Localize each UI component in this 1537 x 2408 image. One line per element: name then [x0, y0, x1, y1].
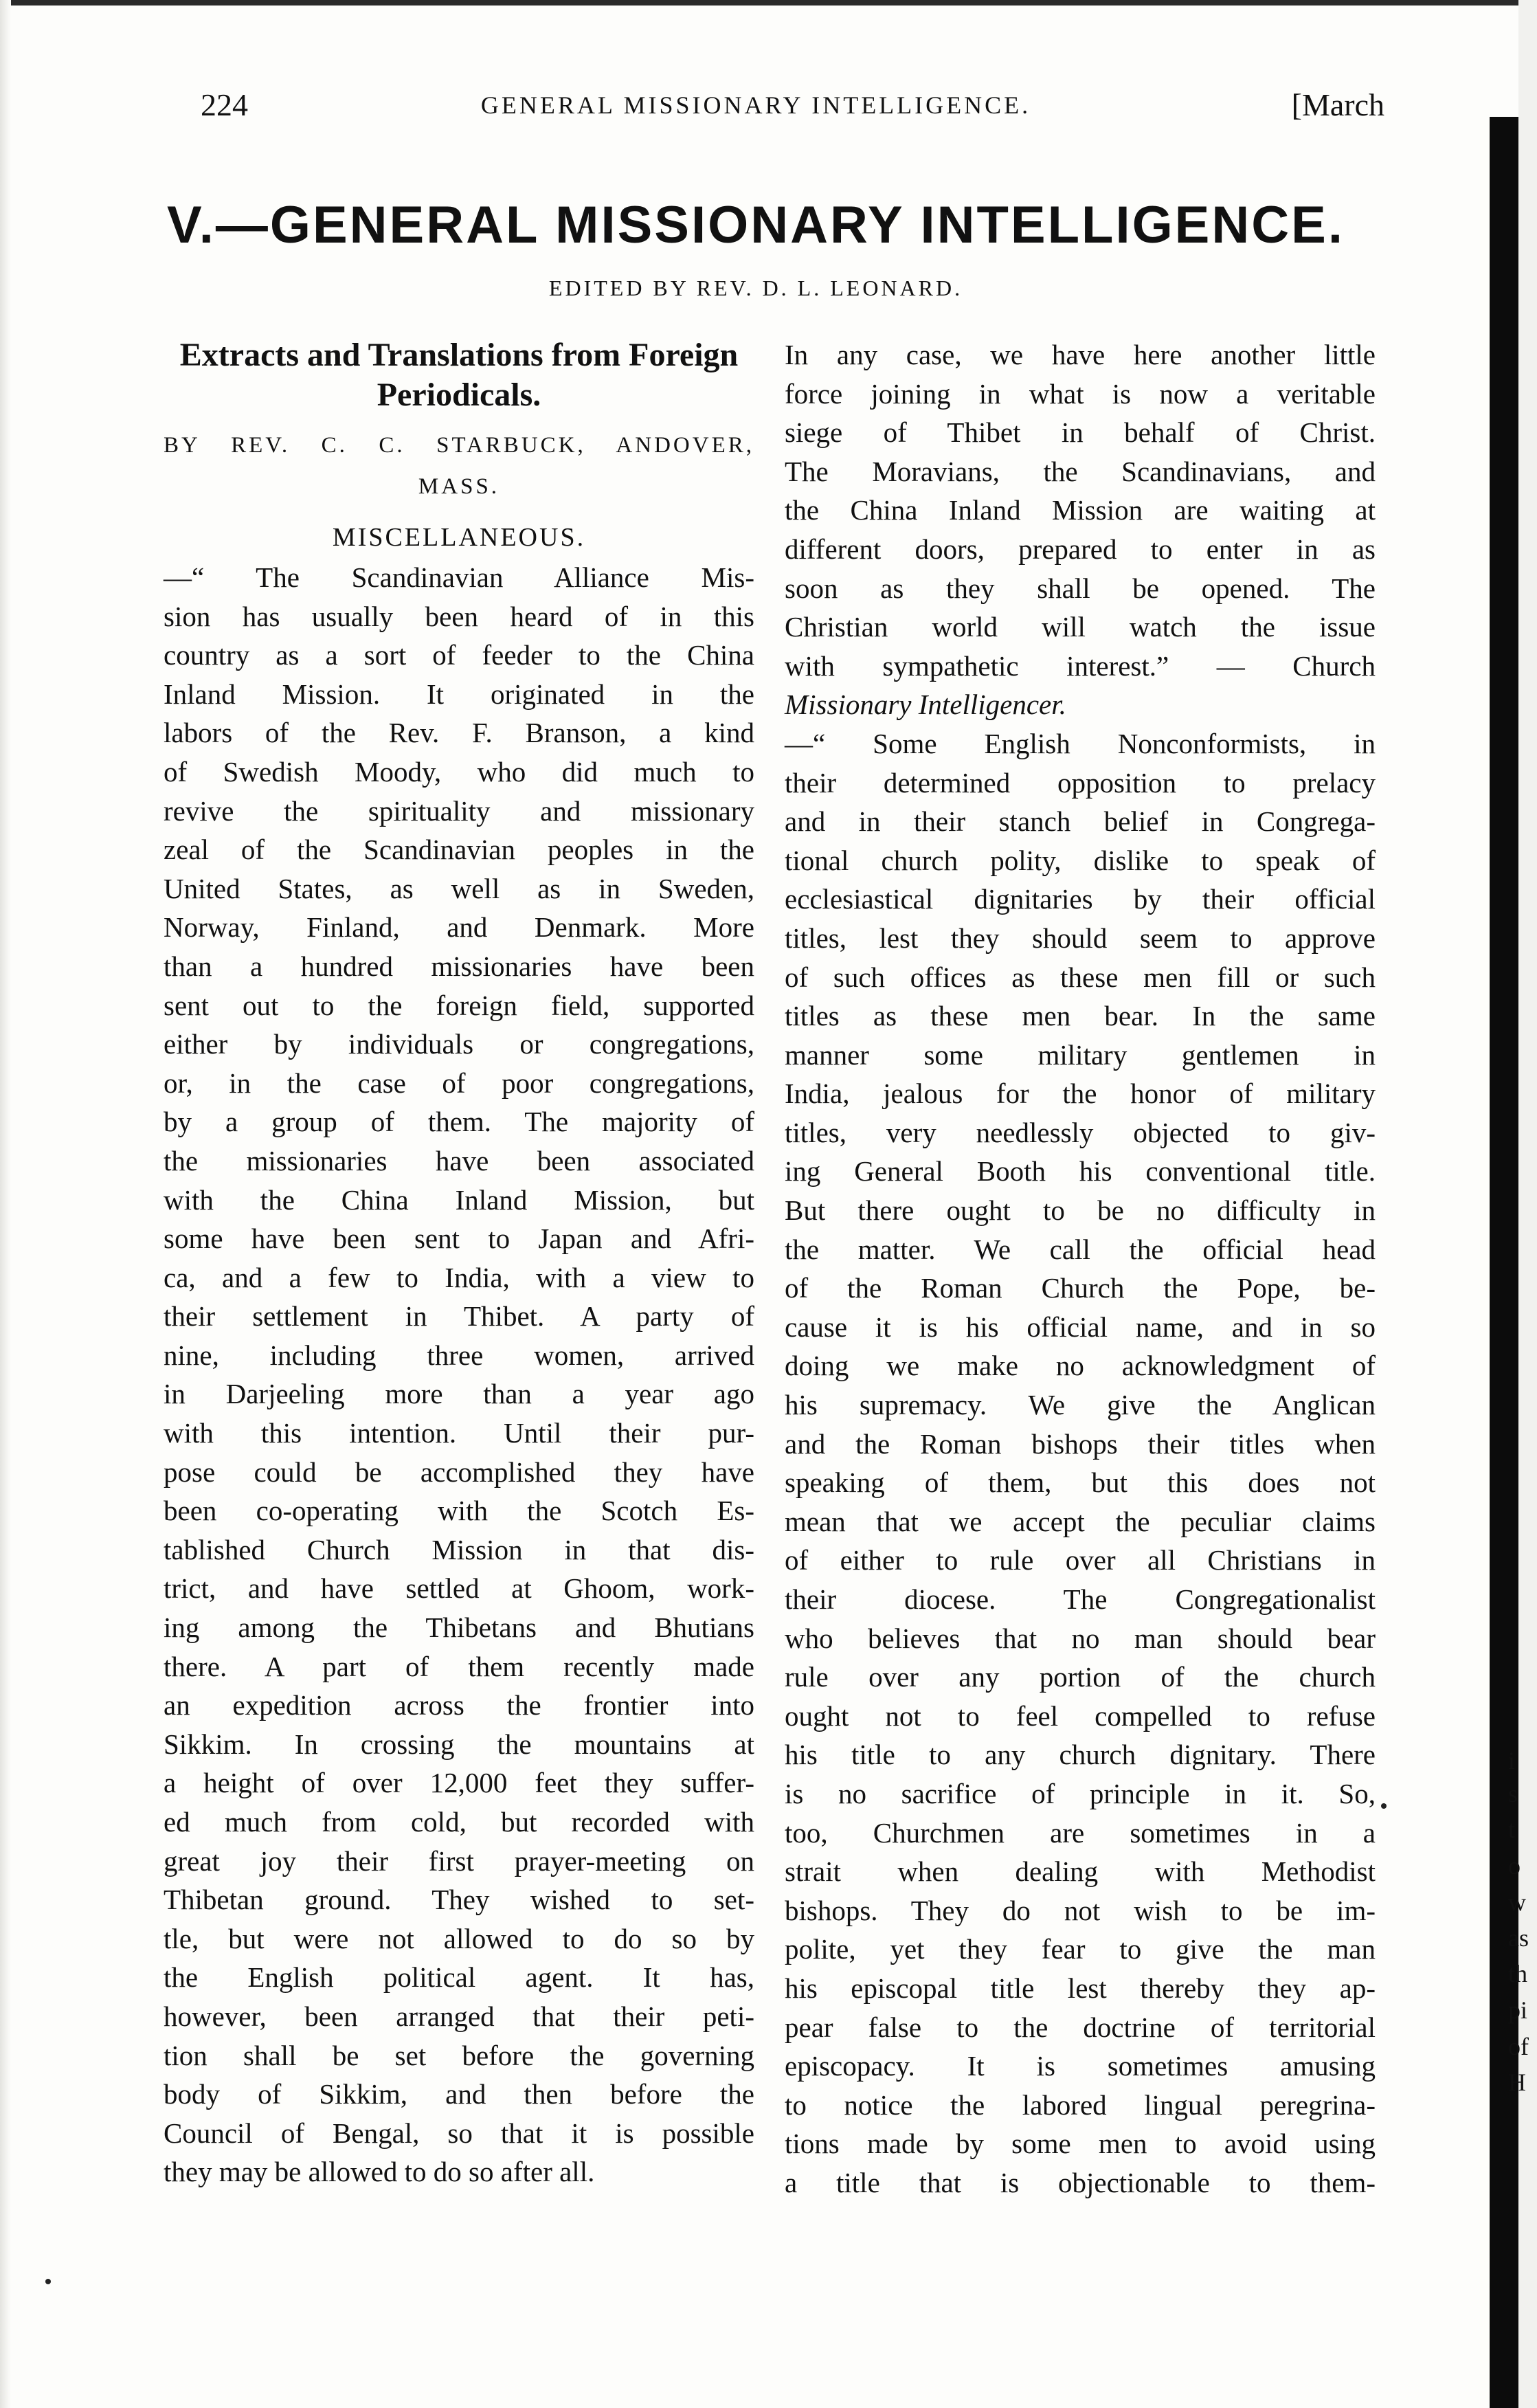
text-line: tle, but were not allowed to do so by: [164, 1922, 754, 1954]
text-line: strait when dealing with Methodist: [785, 1855, 1376, 1888]
next-page-fragment-text: t: [1508, 1816, 1516, 1843]
text-line: Thibetan ground. They wished to set-: [164, 1884, 754, 1916]
text-line: a height of over 12,000 feet they suffer-: [164, 1767, 754, 1799]
text-line: Sikkim. In crossing the mountains at: [164, 1728, 754, 1760]
text-line: —“ Some English Nonconformists, in: [785, 727, 1376, 759]
text-line: their settlement in Thibet. A party of: [164, 1300, 754, 1333]
text-line: titles as these men bear. In the same: [785, 1000, 1376, 1032]
next-page-fragment-text: w: [1508, 1888, 1526, 1916]
text-line: siege of Thibet in behalf of Christ.: [785, 416, 1376, 449]
text-line: Council of Bengal, so that it is possible: [164, 2117, 754, 2149]
text-line: different doors, prepared to enter in as: [785, 533, 1376, 565]
byline-line: MASS.: [418, 474, 500, 499]
text-line: of such offices as these men fill or such: [785, 961, 1376, 993]
text-line: they may be allowed to do so after all.: [164, 2156, 595, 2188]
text-line: ing among the Thibetans and Bhutians: [164, 1612, 754, 1644]
text-line: with this intention. Until their pur-: [164, 1417, 754, 1449]
text-line: tional church polity, dislike to speak of: [785, 844, 1376, 876]
text-line: Inland Mission. It originated in the: [164, 678, 754, 710]
text-line: of either to rule over all Christians in: [785, 1544, 1376, 1576]
text-line: with sympathetic interest.” — Church: [785, 649, 1376, 682]
text-line: ecclesiastical dignitaries by their official: [785, 883, 1376, 915]
text-line: Norway, Finland, and Denmark. More: [164, 911, 754, 944]
text-line: sion has usually been heard of in this: [164, 600, 754, 632]
text-line: The Moravians, the Scandinavians, and: [785, 455, 1376, 487]
citation-text: Missionary Intelligencer.: [785, 689, 1066, 721]
text-line: been co-operating with the Scotch Es-: [164, 1495, 754, 1527]
text-line: the matter. We call the official head: [785, 1233, 1376, 1265]
text-line: his episcopal title lest thereby they ap-: [785, 1972, 1376, 2004]
section-subheading: MISCELLANEOUS.: [332, 523, 586, 552]
text-line: soon as they shall be opened. The: [785, 572, 1376, 604]
text-line: the English political agent. It has,: [164, 1961, 754, 1994]
page-top-edge: [0, 0, 1537, 5]
text-line: in Darjeeling more than a year ago: [164, 1378, 754, 1410]
text-line: polite, yet they fear to give the man: [785, 1933, 1376, 1965]
text-line: ing General Booth his conventional title.: [785, 1155, 1376, 1188]
text-line: rule over any portion of the church: [785, 1661, 1376, 1693]
citation-line: [785, 685, 1376, 724]
text-line: cause it is his official name, and in so: [785, 1311, 1376, 1343]
text-line: speaking of them, but this does not: [785, 1467, 1376, 1499]
text-line: United States, as well as in Sweden,: [164, 872, 754, 904]
text-line: titles, very needlessly objected to giv-: [785, 1116, 1376, 1148]
text-line: labors of the Rev. F. Branson, a kind: [164, 717, 754, 749]
section-heading: [164, 335, 754, 415]
next-page-fragment-text: H: [1508, 2069, 1526, 2096]
article-title: V.—GENERAL MISSIONARY INTELLIGENCE.: [167, 196, 1345, 254]
text-line: however, been arranged that their peti-: [164, 2000, 754, 2032]
section-heading-line: Periodicals.: [377, 377, 541, 413]
page-binding-shadow: [1490, 117, 1518, 2408]
text-line: by a group of them. The majority of: [164, 1106, 754, 1138]
next-page-fragment-text: as: [1508, 1924, 1529, 1952]
scan-speck: [45, 2279, 51, 2284]
running-head-month: [March: [1291, 87, 1384, 122]
text-line: either by individuals or congregations,: [164, 1028, 754, 1060]
text-line: the China Inland Mission are waiting at: [785, 494, 1376, 526]
text-line: ought not to feel compelled to refuse: [785, 1699, 1376, 1732]
text-line: or, in the case of poor congregations,: [164, 1067, 754, 1099]
next-page-fragment-text: s: [1508, 1780, 1518, 1807]
text-line: tions made by some men to avoid using: [785, 2128, 1376, 2160]
left-paragraph: [164, 558, 754, 2192]
text-line: India, jealous for the honor of military: [785, 1078, 1376, 1110]
text-line: too, Churchmen are sometimes in a: [785, 1816, 1376, 1849]
next-page-fragment-text: o: [1508, 1852, 1521, 1880]
article-editor: EDITED BY REV. D. L. LEONARD.: [548, 276, 963, 300]
text-line: pose could be accomplished they have: [164, 1456, 754, 1488]
text-line: body of Sikkim, and then before the: [164, 2078, 754, 2110]
text-line: than a hundred missionaries have been: [164, 950, 754, 982]
text-line: who believes that no man should bear: [785, 1622, 1376, 1654]
text-line: ed much from cold, but recorded with: [164, 1806, 754, 1838]
text-line: great joy their first prayer-meeting on: [164, 1844, 754, 1877]
text-line: mean that we accept the peculiar claims: [785, 1505, 1376, 1537]
text-line: trict, and have settled at Ghoom, work-: [164, 1572, 754, 1605]
text-line: tion shall be set before the governing: [164, 2039, 754, 2071]
page-left-edge: [0, 0, 11, 2408]
text-line: In any case, we have here another little: [785, 339, 1376, 370]
running-head-title: GENERAL MISSIONARY INTELLIGENCE.: [480, 91, 1031, 119]
text-line: and in their stanch belief in Congrega-: [785, 805, 1376, 838]
text-line: with the China Inland Mission, but: [164, 1183, 754, 1216]
text-line: of the Roman Church the Pope, be-: [785, 1272, 1376, 1304]
byline-line: BY REV. C. C. STARBUCK, ANDOVER,: [164, 433, 754, 458]
text-line: tablished Church Mission in that dis-: [164, 1533, 754, 1565]
text-line: bishops. They do not wish to be im-: [785, 1894, 1376, 1926]
text-line: revive the spirituality and missionary: [164, 794, 754, 827]
text-line: pear false to the doctrine of territorial: [785, 2011, 1376, 2043]
text-line: episcopacy. It is sometimes amusing: [785, 2050, 1376, 2082]
text-line: and the Roman bishops their titles when: [785, 1427, 1376, 1460]
text-line: force joining in what is now a veritable: [785, 377, 1376, 410]
page-number: 224: [201, 87, 248, 122]
text-line: there. A part of them recently made: [164, 1650, 754, 1682]
text-line: some have been sent to Japan and Afri-: [164, 1223, 754, 1255]
left-column: [164, 335, 754, 2192]
text-line: his title to any church dignitary. There: [785, 1739, 1376, 1771]
text-line: But there ought to be no difficulty in: [785, 1194, 1376, 1227]
next-page-fragment-text: i: [1508, 1747, 1516, 1774]
text-line: an expedition across the frontier into: [164, 1689, 754, 1721]
next-page-fragment-text: pi: [1508, 1996, 1528, 2024]
text-line: to notice the labored lingual peregrina-: [785, 2088, 1376, 2121]
text-line: —“ The Scandinavian Alliance Mis-: [164, 561, 754, 593]
right-paragraph-1: [785, 335, 1376, 685]
text-line: a title that is objectionable to them-: [785, 2166, 1376, 2198]
right-column: [785, 335, 1376, 2203]
text-line: manner some military gentlemen in: [785, 1038, 1376, 1071]
text-line: their determined opposition to prelacy: [785, 766, 1376, 799]
text-line: country as a sort of feeder to the China: [164, 639, 754, 671]
text-line: his supremacy. We give the Anglican: [785, 1389, 1376, 1421]
text-line: the missionaries have been associated: [164, 1144, 754, 1177]
text-line: ca, and a few to India, with a view to: [164, 1261, 754, 1293]
text-line: titles, lest they should seem to approve: [785, 922, 1376, 954]
next-page-fragment-text: th: [1508, 1960, 1528, 1987]
section-byline: [164, 425, 754, 507]
text-line: their diocese. The Congregationalist: [785, 1583, 1376, 1615]
text-line: is no sacrifice of principle in it. So,: [785, 1777, 1376, 1809]
text-line: doing we make no acknowledgment of: [785, 1350, 1376, 1382]
text-line: sent out to the foreign field, supported: [164, 989, 754, 1021]
text-line: of Swedish Moody, who did much to: [164, 755, 754, 788]
text-line: Christian world will watch the issue: [785, 611, 1376, 643]
right-paragraph-2: [785, 724, 1376, 2203]
section-heading-line: Extracts and Translations from Foreign: [179, 337, 739, 373]
next-page-fragment-text: of: [1508, 2033, 1529, 2060]
text-line: nine, including three women, arrived: [164, 1339, 754, 1371]
text-line: zeal of the Scandinavian peoples in the: [164, 834, 754, 866]
scan-speck: [1381, 1803, 1387, 1809]
